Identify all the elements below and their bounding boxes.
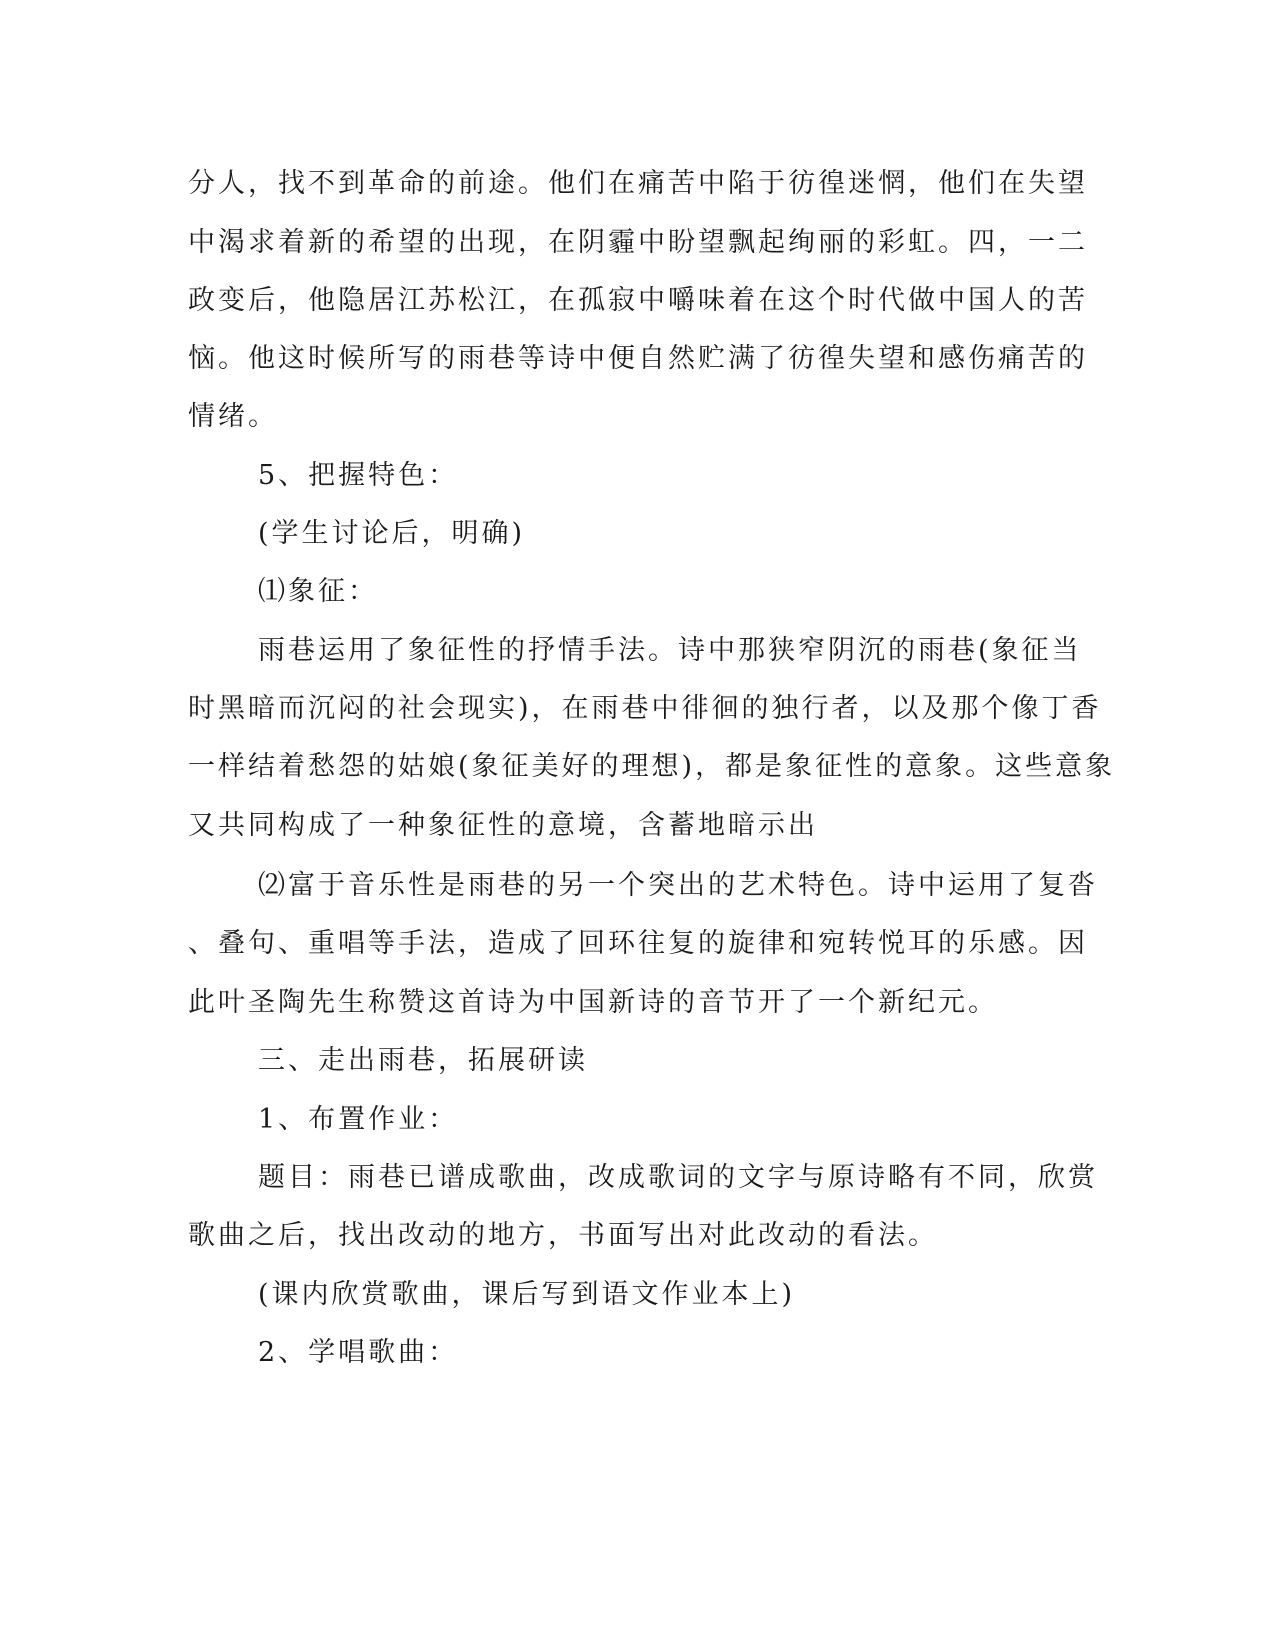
text-line: (学生讨论后，明确) <box>258 518 526 549</box>
text-line: 题目：雨巷已谱成歌曲，改成歌词的文字与原诗略有不同，欣赏 <box>258 1162 1098 1193</box>
text-line: 分人，找不到革命的前途。他们在痛苦中陷于彷徨迷惘，他们在失望 <box>188 168 1088 199</box>
text-line: 时黑暗而沉闷的社会现实)，在雨巷中徘徊的独行者，以及那个像丁香 <box>188 693 1102 724</box>
text-line: 歌曲之后，找出改动的地方，书面写出对此改动的看法。 <box>188 1220 938 1251</box>
subheading: 1、布置作业： <box>258 1104 459 1135</box>
text-line: ⑵富于音乐性是雨巷的另一个突出的艺术特色。诗中运用了复沓 <box>258 870 1098 901</box>
text-line: 恼。他这时候所写的雨巷等诗中便自然贮满了彷徨失望和感伤痛苦的 <box>188 343 1088 374</box>
section-heading: 5、把握特色： <box>258 460 459 491</box>
text-line: 又共同构成了一种象征性的意境，含蓄地暗示出 <box>188 810 818 841</box>
text-line: 雨巷运用了象征性的抒情手法。诗中那狭窄阴沉的雨巷(象征当 <box>258 635 1082 666</box>
text-line: 、叠句、重唱等手法，造成了回环往复的旋律和宛转悦耳的乐感。因 <box>188 928 1088 959</box>
subheading: 2、学唱歌曲： <box>258 1337 459 1368</box>
text-line: 情绪。 <box>188 401 278 432</box>
text-line: (课内欣赏歌曲，课后写到语文作业本上) <box>258 1279 796 1310</box>
text-line: 政变后，他隐居江苏松江，在孤寂中嚼味着在这个时代做中国人的苦 <box>188 285 1088 316</box>
text-line: 此叶圣陶先生称赞这首诗为中国新诗的音节开了一个新纪元。 <box>188 987 998 1018</box>
subheading: ⑴象征： <box>258 576 378 607</box>
text-line: 一样结着愁怨的姑娘(象征美好的理想)，都是象征性的意象。这些意象 <box>188 751 1116 782</box>
section-heading: 三、走出雨巷，拓展研读 <box>258 1045 588 1076</box>
text-line: 中渴求着新的希望的出现，在阴霾中盼望飘起绚丽的彩虹。四，一二 <box>188 227 1088 258</box>
